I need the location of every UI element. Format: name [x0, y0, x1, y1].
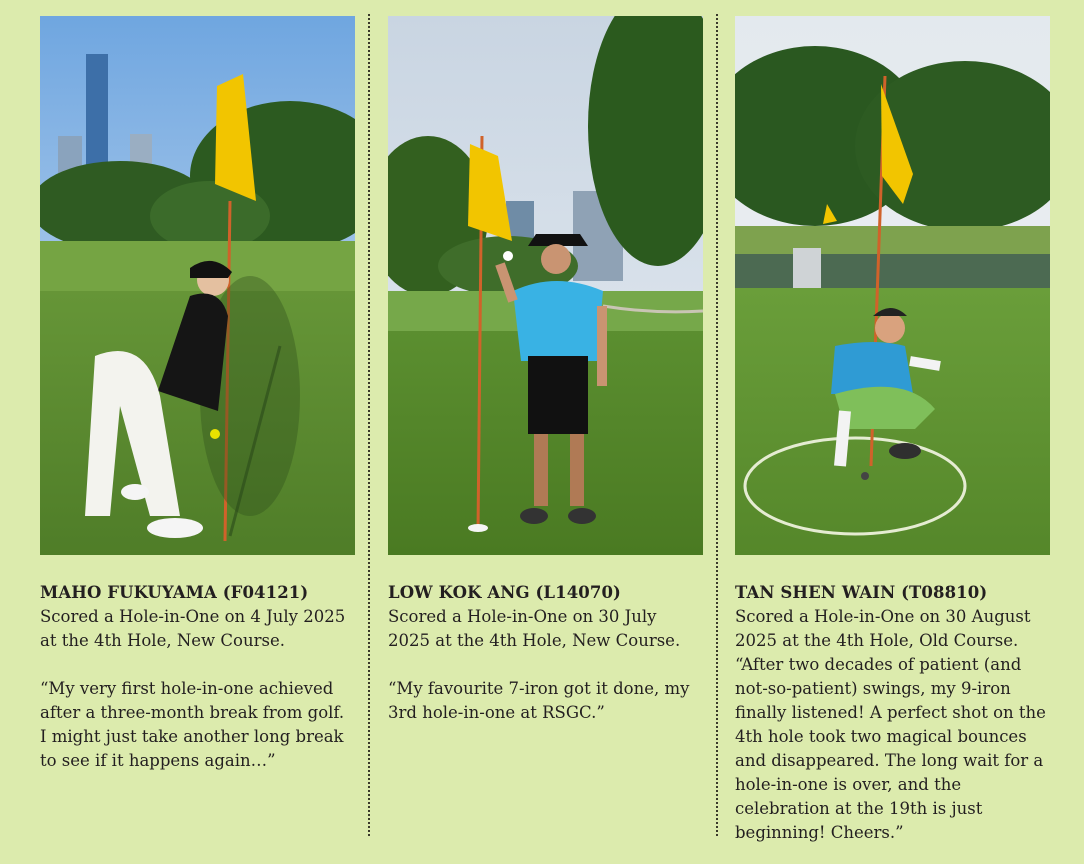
achievement-text: Scored a Hole-in-One on 30 August 2025 at the 4th Hole, Old Course. [735, 607, 1031, 650]
golfer-holding-ball-photo [388, 16, 703, 555]
golfer-retrieving-ball-photo [40, 16, 355, 555]
winner-card-1 [40, 16, 355, 773]
winner-name: TAN SHEN WAIN (T08810) [735, 583, 988, 602]
winner-card-3 [735, 16, 1050, 845]
column-divider-2 [716, 14, 718, 836]
column-divider-1 [368, 14, 370, 836]
golfer-crouching-at-hole-photo [735, 16, 1050, 555]
winner-name: LOW KOK ANG (L14070) [388, 583, 621, 602]
photo-2-illustration [388, 16, 703, 555]
winner-quote: “After two decades of patient (and not-so-patient) swings, my 9-iron finally listened! A perfect shot on the 4th hole took two magical bounces and disappeared. The long wait for a hole-in-one is over, and the celebration at the 19th is just beginning! Cheers.” [735, 655, 1046, 842]
winner-quote: “My favourite 7-iron got it done, my 3rd hole-in-one at RSGC.” [388, 679, 690, 722]
winner-card-2 [388, 16, 703, 725]
winner-quote: “My very first hole-in-one achieved after a three-month break from golf. I might just take another long break to see if it happens again…” [40, 679, 345, 770]
photo-1-illustration [40, 16, 355, 555]
achievement-text: Scored a Hole-in-One on 30 July 2025 at the 4th Hole, New Course. [388, 607, 681, 650]
winner-name: MAHO FUKUYAMA (F04121) [40, 583, 309, 602]
achievement-text: Scored a Hole-in-One on 4 July 2025 at the 4th Hole, New Course. [40, 607, 346, 650]
photo-3-illustration [735, 16, 1050, 555]
